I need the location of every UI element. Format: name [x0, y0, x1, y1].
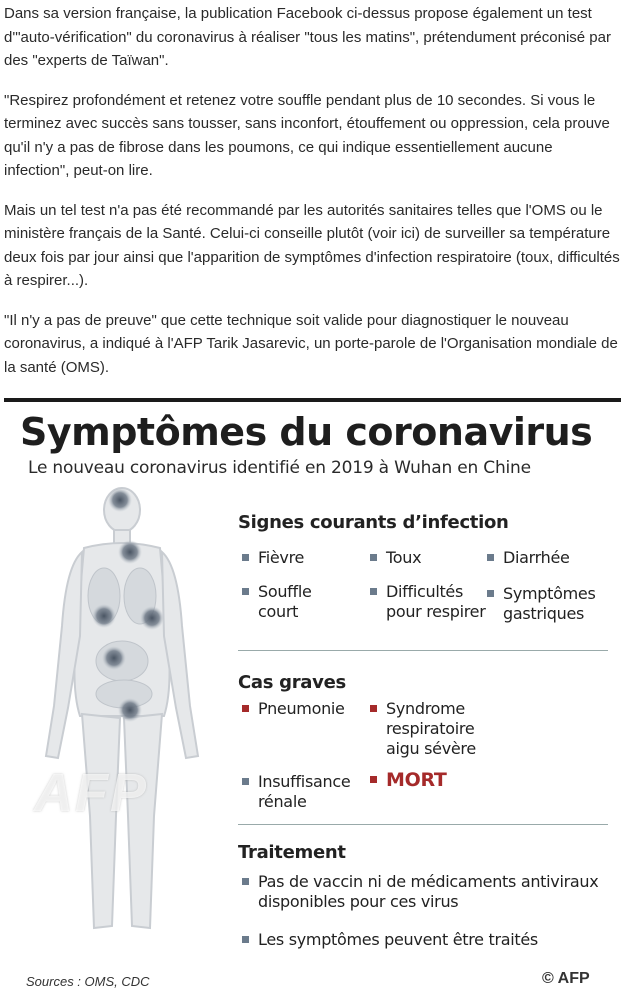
symptom-breathing-difficulty: Difficultés pour respirer	[368, 582, 496, 622]
afp-credit: © AFP	[542, 970, 590, 987]
infographic-subtitle: Le nouveau coronavirus identifié en 2019 à Wuhan en Chine	[28, 458, 531, 478]
human-body-illustration	[24, 486, 224, 966]
severe-kidney-failure: Insuffisance rénale	[240, 772, 368, 812]
article-body	[4, 2, 620, 395]
severe-cases-heading: Cas graves	[238, 672, 346, 693]
severe-death: MORT	[368, 770, 496, 790]
severe-sars: Syndrome respiratoire aigu sévère	[368, 699, 496, 759]
symptom-gastric: Symptômes gastriques	[485, 584, 623, 624]
divider	[238, 650, 608, 651]
divider	[238, 824, 608, 825]
paragraph-1: Dans sa version française, la publication Facebook ci-dessus propose également un test d'"auto-vérification" du coronavirus à réaliser "tous les matins", prétendument préconisé par des "experts de Taïwan".	[4, 5, 611, 69]
paragraph-2: "Respirez profondément et retenez votre souffle pendant plus de 10 secondes. Si vous le terminez avec succès sans tousser, sans inconfort, étouffement ou oppression, cela prouve qu'il n'y a pas de fibrose dans les poumons, ce qui indique essentiellement aucune infection", peut-on lire.	[4, 91, 610, 179]
symptoms-infographic	[4, 398, 621, 1004]
afp-watermark: AFP	[34, 763, 148, 823]
symptom-fever: Fièvre	[240, 548, 368, 568]
infographic-title: Symptômes du coronavirus	[20, 410, 593, 454]
sources-note: Sources : OMS, CDC	[26, 974, 150, 989]
paragraph-3: Mais un tel test n'a pas été recommandé par les autorités sanitaires telles que l'OMS ou le ministère français de la Santé. Celui-ci conseille plutôt (voir ici) de surveiller sa température deux fois par jour ainsi que l'apparition de symptômes d'infection respiratoire (toux, difficultés à respirer...).	[4, 201, 620, 289]
treatment-heading: Traitement	[238, 842, 346, 863]
common-signs-heading: Signes courants d’infection	[238, 512, 509, 533]
paragraph-4: "Il n'y a pas de preuve" que cette technique soit valide pour diagnostiquer le nouveau coronavirus, a indiqué à l'AFP Tarik Jasarevic, un porte-parole de l'Organisation mondiale de la santé (OMS).	[4, 311, 618, 376]
symptom-cough: Toux	[368, 548, 496, 568]
symptom-short-breath: Souffle court	[240, 582, 348, 622]
treatment-no-vaccine: Pas de vaccin ni de médicaments antiviraux disponibles pour ces virus	[240, 872, 627, 912]
severe-pneumonia: Pneumonie	[240, 699, 368, 719]
treatment-symptoms-treatable: Les symptômes peuvent être traités	[240, 930, 627, 950]
symptom-diarrhea: Diarrhée	[485, 548, 623, 568]
